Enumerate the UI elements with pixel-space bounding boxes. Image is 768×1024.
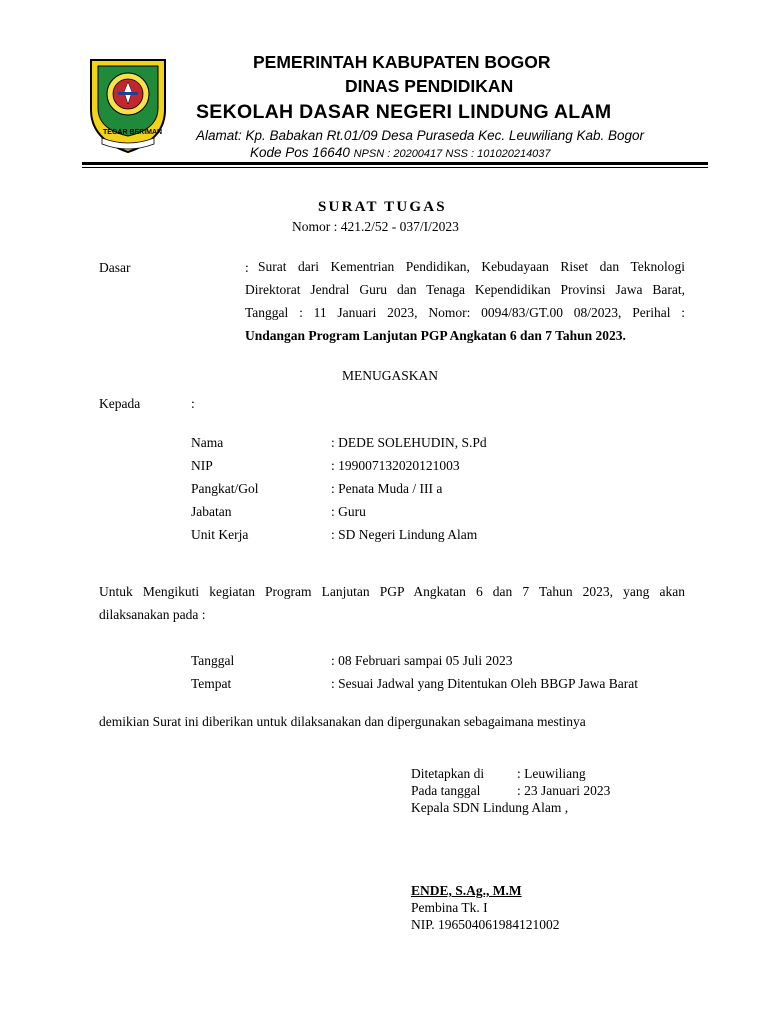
school-ids: NPSN : 20200417 NSS : 101020214037 — [353, 148, 551, 160]
dasar-label: Dasar — [99, 260, 131, 275]
dasar-line-3: Tanggal : 11 Januari 2023, Nomor: 0094/83/GT.00 08/2023, Perihal : — [245, 305, 685, 320]
person-value-jabatan: : Guru — [331, 504, 366, 519]
signature-place-label: Ditetapkan di — [411, 766, 485, 781]
letterhead-rule-thin — [82, 167, 708, 168]
person-value-nama: : DEDE SOLEHUDIN, S.Pd — [331, 435, 487, 450]
signatory-name: ENDE, S.Ag., M.M — [411, 883, 522, 898]
school-address: Alamat: Kp. Babakan Rt.01/09 Desa Puraseda Kec. Leuwiliang Kab. Bogor — [196, 128, 645, 143]
document-title: SURAT TUGAS — [318, 199, 447, 215]
menugaskan-heading: MENUGASKAN — [342, 368, 439, 383]
school-heading: SEKOLAH DASAR NEGERI LINDUNG ALAM — [196, 101, 612, 123]
schedule-label-tempat: Tempat — [191, 676, 232, 691]
person-label-pangkat: Pangkat/Gol — [191, 481, 259, 496]
person-value-unit: : SD Negeri Lindung Alam — [331, 527, 478, 542]
schedule-value-tempat: : Sesuai Jadwal yang Ditentukan Oleh BBGP Jawa Barat — [331, 676, 638, 691]
person-value-nip: : 199007132020121003 — [331, 458, 460, 473]
person-label-nip: NIP — [191, 458, 213, 473]
dasar-line-2: Direktorat Jendral Guru dan Tenaga Kependidikan Provinsi Jawa Barat, — [245, 282, 685, 297]
postal-code: Kode Pos 16640 — [250, 145, 350, 160]
purpose-line-1: Untuk Mengikuti kegiatan Program Lanjutan PGP Angkatan 6 dan 7 Tahun 2023, yang akan — [99, 584, 685, 599]
purpose-line-2: dilaksanakan pada : — [99, 607, 206, 622]
schedule-label-tanggal: Tanggal — [191, 653, 235, 668]
dasar-line-4: Undangan Program Lanjutan PGP Angkatan 6 dan 7 Tahun 2023. — [245, 328, 626, 343]
person-value-pangkat: : Penata Muda / III a — [331, 481, 443, 496]
regency-logo — [88, 58, 168, 154]
person-label-nama: Nama — [191, 435, 224, 450]
document-number: Nomor : 421.2/52 - 037/I/2023 — [292, 219, 459, 234]
dasar-line-1: Surat dari Kementrian Pendidikan, Kebudayaan Riset dan Teknologi — [258, 259, 685, 274]
government-heading: PEMERINTAH KABUPATEN BOGOR — [253, 52, 551, 72]
signatory-role: Kepala SDN Lindung Alam , — [411, 800, 569, 815]
closing-statement: demikian Surat ini diberikan untuk dilaksanakan dan dipergunakan sebagaimana mestinya — [99, 714, 586, 729]
person-label-unit: Unit Kerja — [191, 527, 249, 542]
school-postal-line — [250, 145, 551, 160]
signatory-rank: Pembina Tk. I — [411, 900, 488, 915]
kepada-label: Kepada — [99, 396, 141, 411]
kepada-separator: : — [191, 396, 195, 411]
schedule-value-tanggal: : 08 Februari sampai 05 Juli 2023 — [331, 653, 513, 668]
signature-place-value: : Leuwiliang — [517, 766, 586, 781]
department-heading: DINAS PENDIDIKAN — [345, 76, 514, 96]
signature-date-label: Pada tanggal — [411, 783, 481, 798]
dasar-separator: : — [245, 260, 249, 275]
signature-date-value: : 23 Januari 2023 — [517, 783, 611, 798]
logo-motto: TEGAR BERIMAN — [103, 129, 163, 136]
person-label-jabatan: Jabatan — [191, 504, 232, 519]
signatory-nip: NIP. 196504061984121002 — [411, 917, 560, 932]
letterhead-rule-thick — [82, 162, 708, 165]
